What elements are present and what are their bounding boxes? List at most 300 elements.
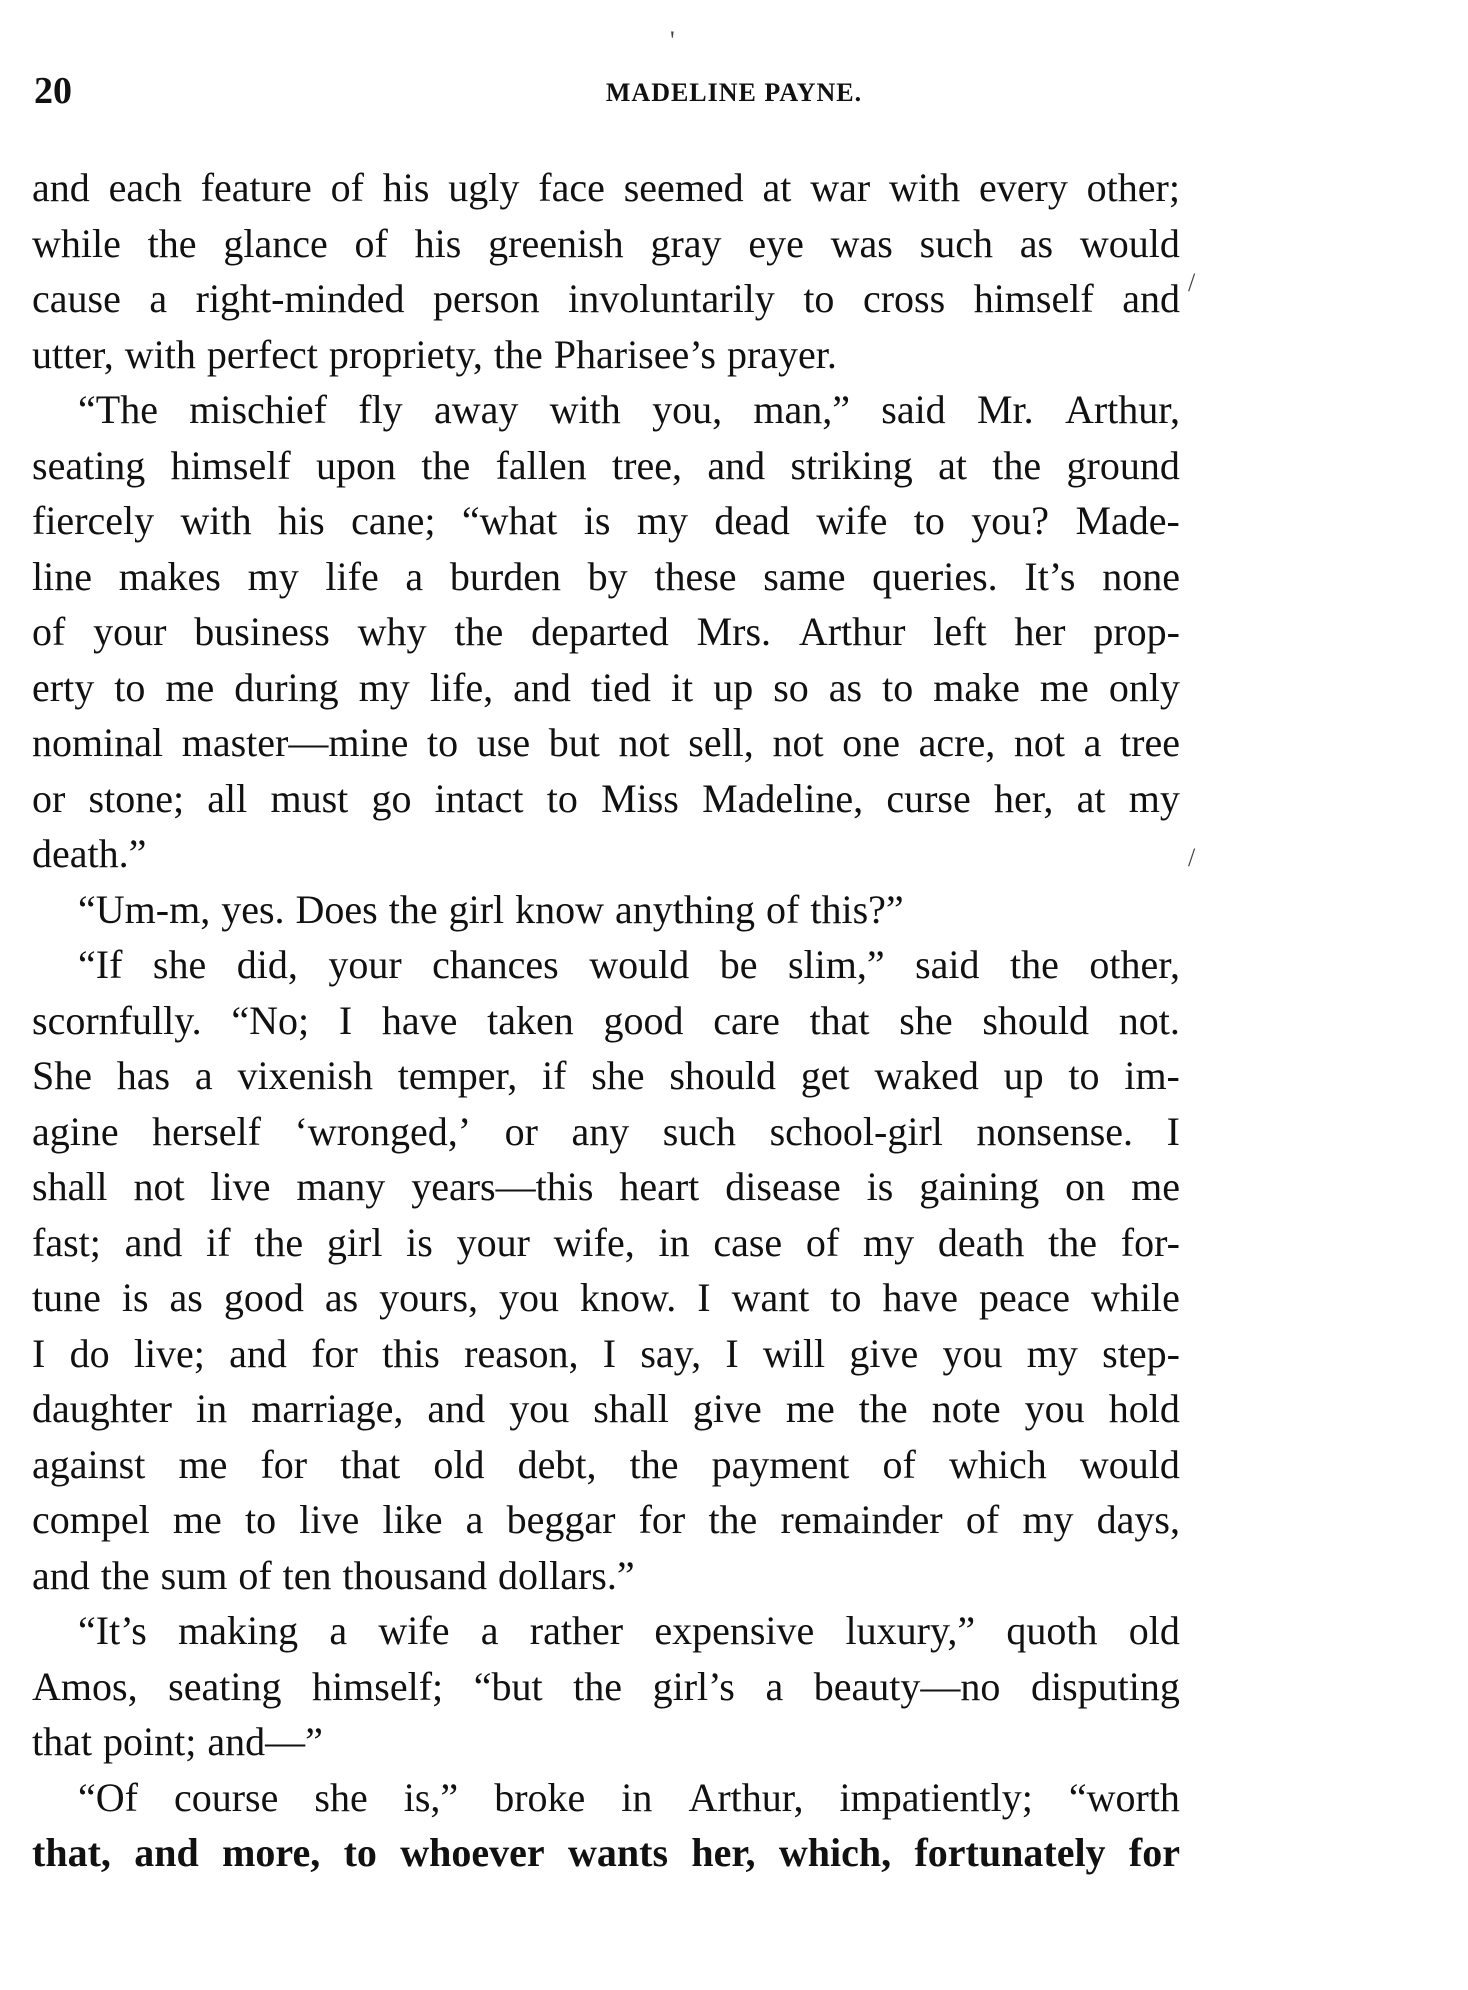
word: the (388, 886, 438, 932)
word: line (32, 553, 92, 599)
word: with (124, 331, 196, 377)
word: temper, (397, 1053, 518, 1098)
word: disease (725, 1164, 841, 1209)
word: but (548, 720, 600, 765)
word: ‘wronged,’ (294, 1108, 472, 1154)
word: if (542, 1053, 567, 1098)
word: She (32, 1053, 92, 1098)
word: every (978, 165, 1068, 210)
word: my (358, 664, 410, 710)
word: such (919, 220, 993, 266)
word: by (587, 553, 628, 599)
word: gray (650, 220, 722, 266)
word: life (325, 553, 379, 599)
word: of (354, 220, 388, 266)
word: Made- (1075, 498, 1180, 543)
word: nonsense. (976, 1108, 1134, 1154)
word: Arthur, (688, 1774, 804, 1820)
word: use (476, 720, 531, 765)
text-line (32, 549, 1180, 605)
word: with (549, 387, 621, 432)
text-line (32, 438, 1180, 494)
word: while (32, 220, 121, 266)
word: seating (168, 1663, 282, 1709)
word: said (915, 942, 980, 987)
word: reason, (464, 1330, 579, 1376)
word: at (762, 165, 792, 210)
word: away (433, 387, 519, 432)
word: and (124, 1219, 183, 1265)
word: good (223, 1275, 304, 1320)
word: get (800, 1053, 850, 1098)
word: and (707, 442, 766, 488)
word: my (1026, 1330, 1078, 1376)
word: will (762, 1330, 826, 1376)
word: Miss (601, 775, 679, 821)
word: a (465, 1497, 484, 1542)
word: propriety, (328, 331, 483, 377)
word: to (1068, 1053, 1100, 1098)
word: which (949, 1441, 1047, 1487)
word: prop- (1093, 609, 1180, 654)
word: my (1128, 775, 1180, 821)
word: girl (326, 1219, 383, 1265)
word: curse (886, 775, 971, 821)
word: involuntarily (568, 276, 775, 321)
text-line (32, 160, 1180, 216)
word: live; (133, 1330, 205, 1376)
word: making (178, 1608, 299, 1653)
word: be (719, 942, 758, 987)
word: not. (1118, 997, 1180, 1043)
word: your (328, 942, 402, 987)
word: old (433, 1441, 485, 1487)
word: seemed (623, 165, 744, 210)
word: the (254, 1219, 304, 1265)
word: to (114, 664, 146, 710)
word: girl’s (652, 1663, 735, 1709)
word: know (515, 886, 605, 932)
word: not (133, 1164, 185, 1209)
text-line (32, 382, 1180, 438)
word: left (933, 609, 987, 654)
word: himself (170, 442, 291, 488)
word: disputing (1030, 1663, 1180, 1709)
word: for (638, 1497, 686, 1542)
text-line (32, 1714, 1180, 1770)
word: me (1039, 664, 1089, 710)
word: such (662, 1108, 737, 1154)
text-line (32, 715, 1180, 771)
word: debt, (517, 1441, 597, 1487)
word: expensive (654, 1608, 815, 1653)
word: daughter (32, 1386, 172, 1431)
word: my (1022, 1497, 1074, 1542)
word: must (270, 775, 349, 821)
word: course (173, 1774, 279, 1820)
word: at (1076, 775, 1106, 821)
word: intact (434, 775, 524, 821)
text-line (32, 1659, 1180, 1715)
word: war (810, 165, 871, 210)
word: as (169, 1275, 203, 1320)
word: to (882, 664, 914, 710)
word: for- (1120, 1219, 1180, 1265)
word: a (765, 1663, 784, 1709)
text-line (32, 882, 1180, 938)
word: his (382, 165, 430, 210)
word: feature (200, 165, 312, 210)
word: that (32, 1719, 92, 1764)
word: you? (971, 498, 1050, 543)
word: I (697, 1275, 711, 1320)
word: has (116, 1053, 171, 1098)
word: Mr. (976, 387, 1034, 432)
word: is (866, 1164, 894, 1209)
word: impatiently; (839, 1774, 1033, 1820)
word: his (414, 220, 462, 266)
word: at (938, 442, 967, 488)
word: these (654, 553, 737, 599)
word: hold (1108, 1386, 1180, 1431)
word: anything (615, 886, 756, 932)
word: the (493, 331, 543, 377)
word: upon (316, 442, 397, 488)
word: shall (593, 1386, 669, 1431)
word: years—this (411, 1164, 594, 1209)
word: go (371, 775, 412, 821)
word: like (382, 1497, 443, 1542)
word: it (670, 664, 694, 710)
word: queries. (872, 553, 998, 599)
word: eye (748, 220, 804, 266)
word: cane; (351, 498, 436, 543)
word: you (509, 1386, 570, 1431)
word: any (571, 1108, 630, 1154)
word: as (828, 664, 863, 710)
word: against (32, 1441, 146, 1487)
word: me (172, 1497, 222, 1542)
word: cross (862, 276, 946, 321)
word: perfect (206, 331, 318, 377)
word: to (343, 1830, 377, 1875)
word: a (405, 553, 424, 599)
word: the (147, 220, 197, 266)
word: cause (32, 276, 121, 321)
word: in (196, 1386, 228, 1431)
word: is (406, 1219, 433, 1265)
word: would (589, 942, 690, 987)
word: during (234, 664, 339, 710)
word: the (858, 1386, 908, 1431)
word: tree (1120, 720, 1180, 765)
text-line (32, 271, 1180, 327)
word: death.” (32, 831, 147, 876)
word: on (1065, 1164, 1106, 1209)
word: for (260, 1441, 308, 1487)
word: striking (790, 442, 913, 488)
word: the (100, 1552, 150, 1598)
word: want (731, 1275, 810, 1320)
word: chances (432, 942, 559, 987)
word: business (194, 609, 330, 654)
word: right-minded (195, 276, 405, 321)
word: of (766, 886, 800, 932)
word: im- (1124, 1053, 1180, 1098)
text-line (32, 1770, 1180, 1826)
word: if (206, 1219, 231, 1265)
word: or (32, 775, 66, 821)
word: seating (32, 442, 146, 488)
word: vixenish (237, 1053, 373, 1098)
word: Madeline, (702, 775, 864, 821)
word: I (338, 997, 353, 1043)
word: is (583, 498, 611, 543)
word: that (809, 997, 870, 1043)
word: she (899, 997, 953, 1043)
word: would (1079, 1441, 1180, 1487)
word: while (1090, 1275, 1180, 1320)
word: remainder (780, 1497, 943, 1542)
word: stone; (88, 775, 185, 821)
word: herself (152, 1108, 261, 1154)
word: say, (640, 1330, 702, 1376)
word: broke (494, 1774, 586, 1820)
word: have (882, 1275, 958, 1320)
word: life, (429, 664, 494, 710)
word: my (247, 553, 299, 599)
word: point; (102, 1719, 197, 1764)
word: have (381, 997, 458, 1043)
word: thousand (342, 1552, 487, 1598)
word: not (1013, 720, 1065, 765)
word: not (772, 720, 824, 765)
word: this?” (810, 886, 904, 932)
word: “but (473, 1663, 543, 1709)
text-line (32, 1215, 1180, 1271)
word: care (713, 997, 780, 1043)
word: this (382, 1330, 440, 1376)
word: fortunately (914, 1830, 1106, 1875)
word: would (1079, 220, 1180, 266)
word: a (480, 1608, 499, 1653)
word: is (121, 1275, 149, 1320)
word: of (238, 1552, 272, 1598)
word: to (913, 498, 945, 543)
word: why (357, 609, 427, 654)
word: himself (973, 276, 1094, 321)
word: and (134, 1830, 199, 1875)
word: heart (619, 1164, 700, 1209)
word: payment (711, 1441, 850, 1487)
word: your (93, 609, 167, 654)
text-line (32, 1270, 1180, 1326)
word: erty (32, 664, 95, 710)
text-line (32, 1825, 1180, 1881)
word: or (504, 1108, 538, 1154)
word: and (32, 1552, 90, 1598)
word: up (713, 664, 754, 710)
word: glance (223, 220, 328, 266)
word: a (149, 276, 168, 321)
word: fly (358, 387, 403, 432)
text-line (32, 1159, 1180, 1215)
word: with (889, 165, 961, 210)
word: his (278, 498, 325, 543)
word: your (456, 1219, 530, 1265)
text-line (32, 1048, 1180, 1104)
word: to (426, 720, 459, 765)
word: “worth (1068, 1774, 1180, 1820)
word: the (1010, 942, 1059, 987)
word: waked (874, 1053, 979, 1098)
word: a (329, 1608, 348, 1653)
text-line (32, 1492, 1180, 1548)
word: the (1048, 1219, 1098, 1265)
word: give (692, 1386, 762, 1431)
margin-mark: / (1188, 268, 1196, 297)
word: It’s (1024, 553, 1076, 599)
word: utter, (32, 331, 114, 377)
word: I (32, 1330, 46, 1376)
word: not (618, 720, 670, 765)
word: yes. (221, 886, 285, 932)
word: burden (449, 553, 561, 599)
word: man,” (753, 387, 850, 432)
word: and (1122, 276, 1180, 321)
running-head: MADELINE PAYNE. (605, 78, 863, 107)
word: did, (236, 942, 298, 987)
word: and (32, 165, 90, 210)
word: marriage, (251, 1386, 404, 1431)
word: many (296, 1164, 386, 1209)
word: wants (568, 1830, 669, 1875)
word: make (933, 664, 1020, 710)
word: of (882, 1441, 916, 1487)
word: prayer. (726, 331, 837, 377)
word: her (1014, 609, 1066, 654)
word: which, (778, 1830, 892, 1875)
word: that, (32, 1830, 111, 1875)
word: death (937, 1219, 1025, 1265)
word: and (427, 1386, 486, 1431)
word: you, (652, 387, 723, 432)
word: the (454, 609, 504, 654)
word: I (725, 1330, 739, 1376)
word: of (805, 1219, 840, 1265)
word: a (194, 1053, 213, 1098)
word: a (1083, 720, 1102, 765)
word: beggar (506, 1497, 616, 1542)
text-line (32, 1381, 1180, 1437)
word: me (1131, 1164, 1180, 1209)
word: fast; (32, 1219, 101, 1265)
word: wife, (553, 1219, 635, 1265)
text-line (32, 1548, 1180, 1604)
word: scornfully. (32, 997, 202, 1043)
word: departed (531, 609, 669, 654)
word: up (1003, 1053, 1044, 1098)
word: luxury,” (845, 1608, 976, 1653)
word: acre, (918, 720, 996, 765)
word: Mrs. (696, 609, 772, 654)
word: only (1108, 664, 1180, 710)
print-speck: ' (670, 26, 675, 55)
word: of (965, 1497, 1000, 1542)
word: each (108, 165, 182, 210)
word: me (785, 1386, 835, 1431)
word: Arthur, (1064, 387, 1180, 432)
word: live (299, 1497, 360, 1542)
page-number: 20 (34, 70, 72, 112)
text-line (32, 937, 1180, 993)
word: ground (1066, 442, 1180, 488)
word: my (862, 1219, 915, 1265)
word: the (421, 442, 471, 488)
word: in (658, 1219, 690, 1265)
word: you (499, 1275, 560, 1320)
word: face (538, 165, 605, 210)
word: note (931, 1386, 1001, 1431)
word: “No; (231, 997, 310, 1043)
word: Amos, (32, 1663, 138, 1709)
word: live (210, 1164, 271, 1209)
word: compel (32, 1497, 150, 1542)
word: “It’s (78, 1608, 147, 1653)
word: so (773, 664, 809, 710)
word: the (573, 1663, 623, 1709)
word: mischief (189, 387, 327, 432)
text-line (32, 1603, 1180, 1659)
word: Does (295, 886, 378, 932)
word: girl (448, 886, 505, 932)
word: more, (222, 1830, 321, 1875)
word: tune (32, 1275, 101, 1320)
word: to (830, 1275, 862, 1320)
word: shall (32, 1164, 108, 1209)
word: fallen (495, 442, 587, 488)
word: Pharisee’s (553, 331, 716, 377)
word: with (180, 498, 252, 543)
word: that (340, 1441, 401, 1487)
word: her, (993, 775, 1054, 821)
word: fiercely (32, 498, 155, 543)
word: agine (32, 1108, 119, 1154)
text-line (32, 1437, 1180, 1493)
word: to (546, 775, 578, 821)
word: should (669, 1053, 777, 1098)
word: give (849, 1330, 919, 1376)
word: other, (1089, 942, 1180, 987)
word: the (708, 1497, 758, 1542)
word: and—” (207, 1719, 323, 1764)
word: she (591, 1053, 645, 1098)
word: should (982, 997, 1090, 1043)
word: was (830, 220, 893, 266)
word: as (1019, 220, 1054, 266)
word: and (229, 1330, 287, 1376)
word: “Of (78, 1774, 138, 1820)
word: is,” (403, 1774, 459, 1820)
word: of (32, 609, 66, 654)
word: peace (978, 1275, 1070, 1320)
word: me (178, 1441, 228, 1487)
text-line (32, 660, 1180, 716)
word: “Um-m, (78, 886, 211, 932)
word: you (942, 1330, 1003, 1376)
word: same (763, 553, 846, 599)
text-line (32, 993, 1180, 1049)
